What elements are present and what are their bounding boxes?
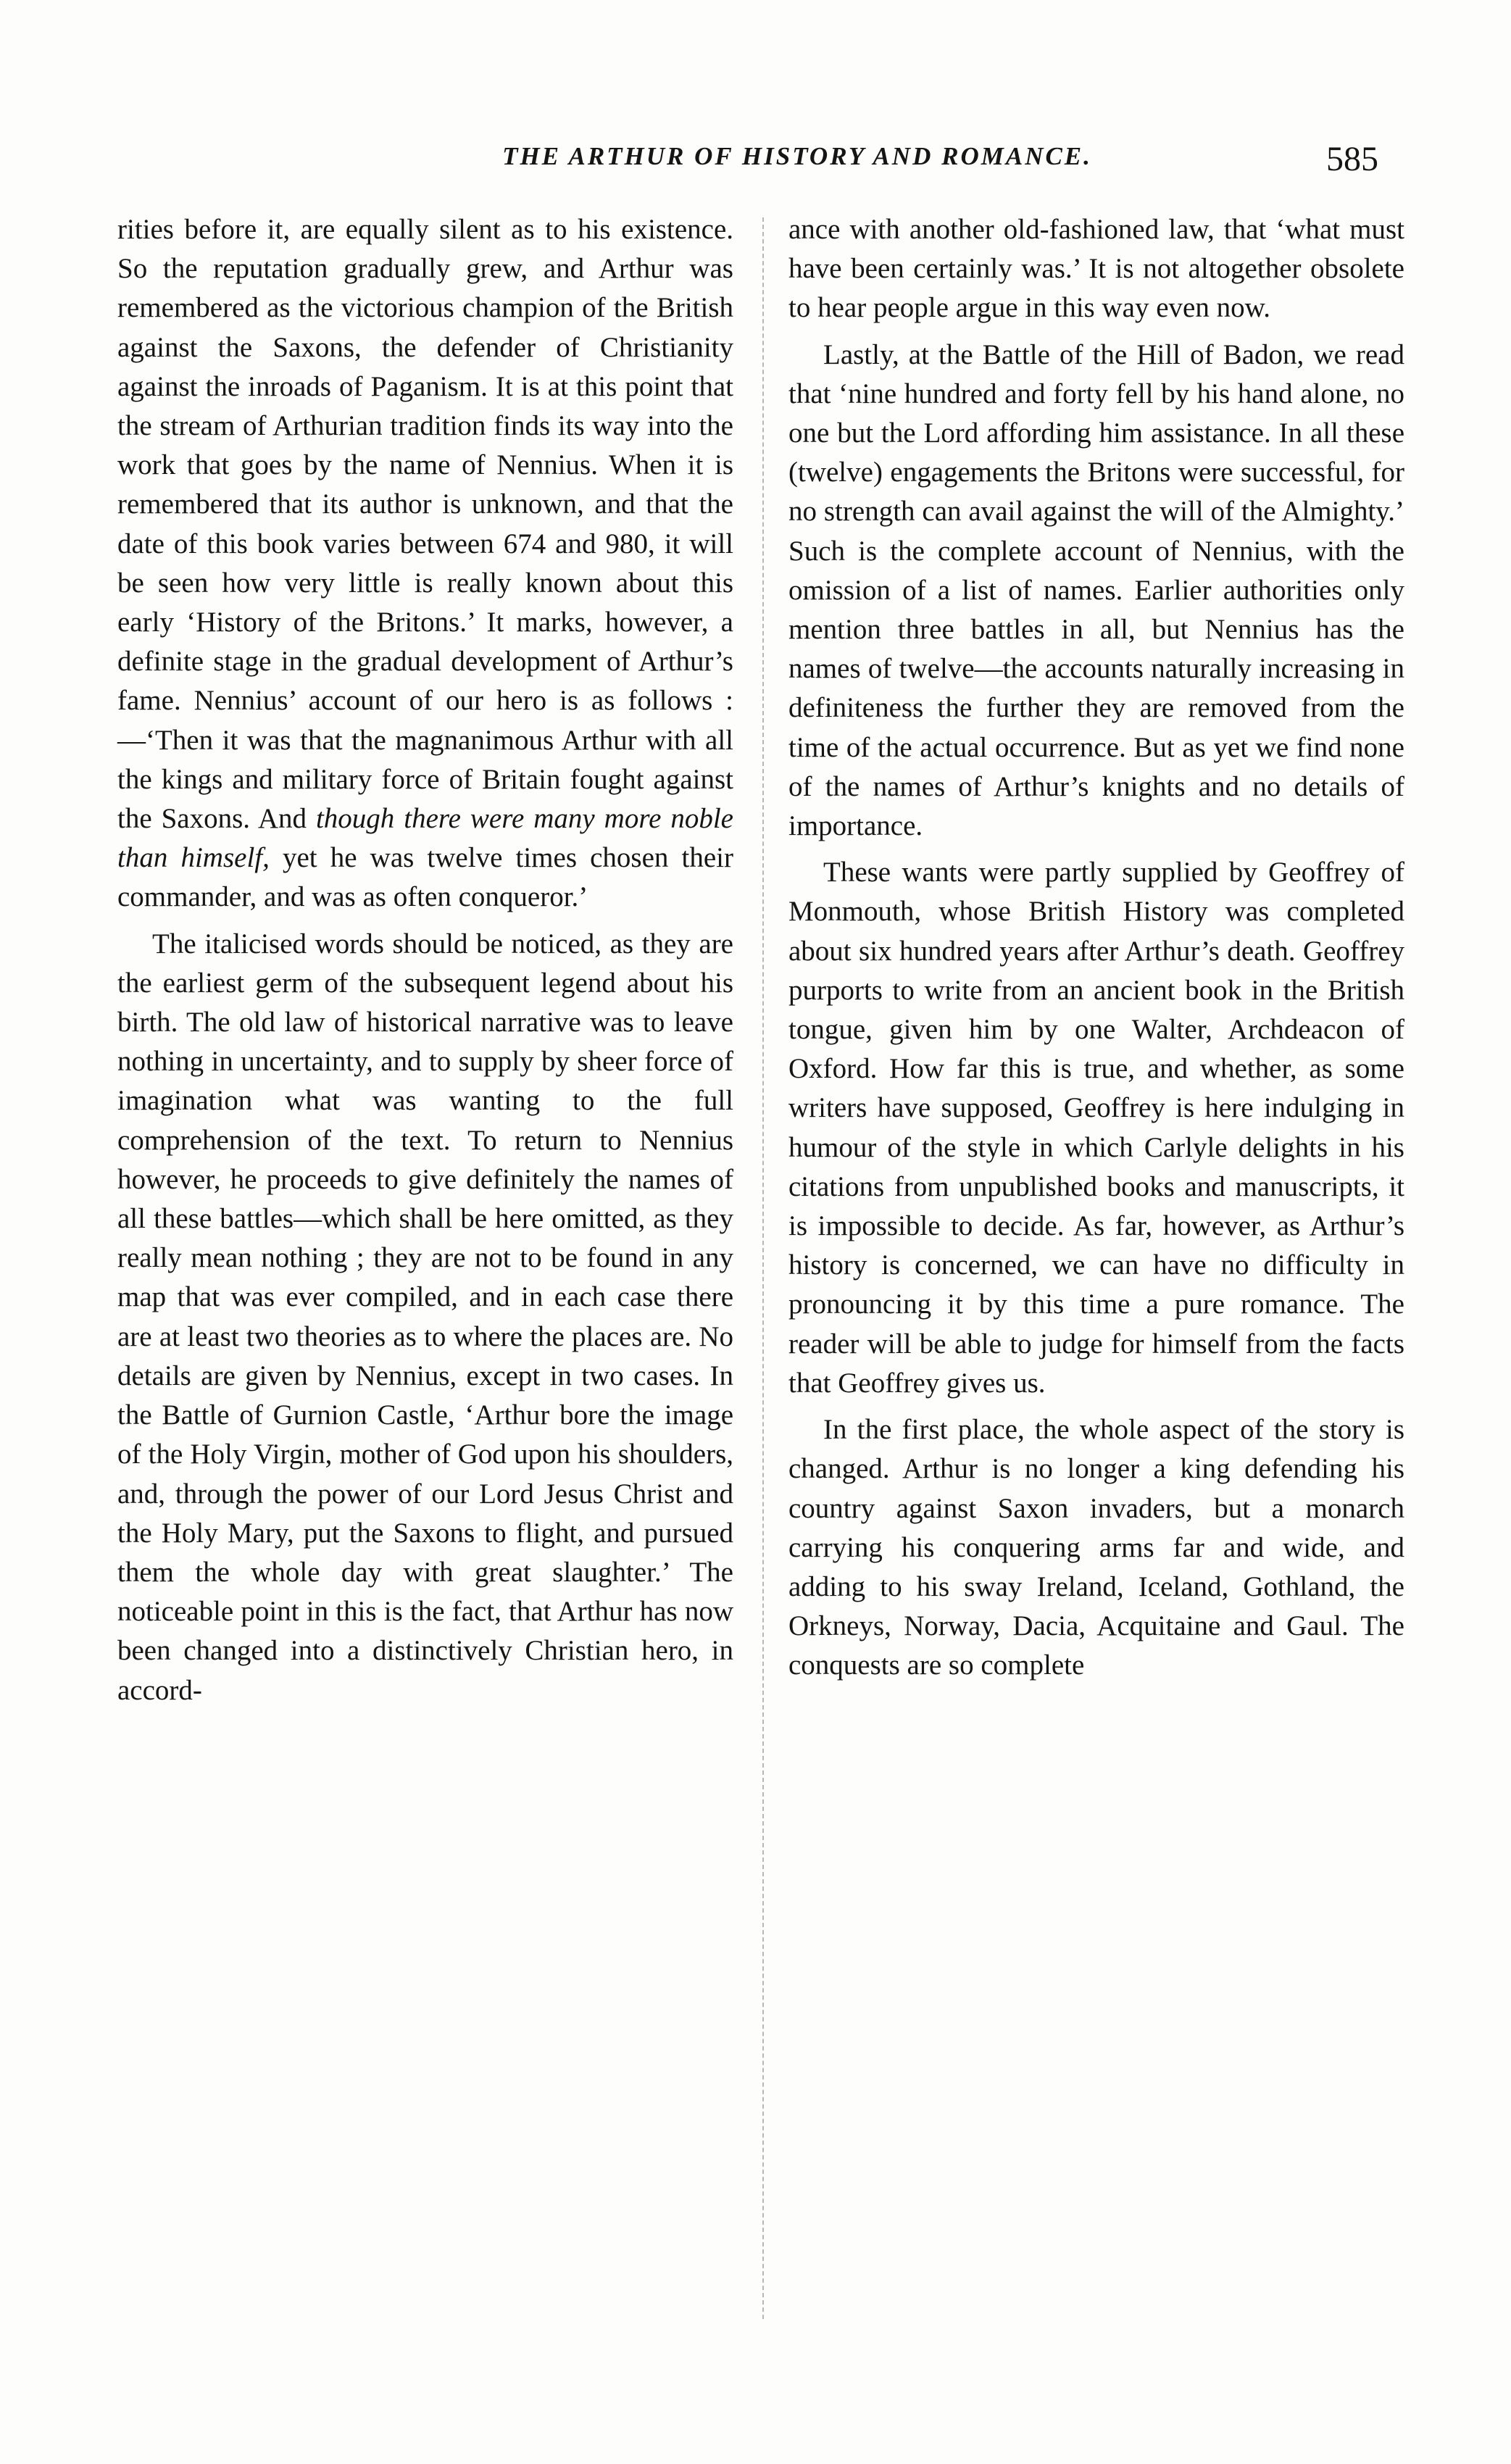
left-paragraph-1-text: rities before it, are equally silent as to his existence. So the reputation gradually grew, and Arthur was remembered as the victorious champion of the British against the Saxons, the defender of Christianity against the inroads of Paganism. It is at this point that the stream of Arthurian tradition finds its way into the work that goes by the name of Nennius. When it is remembered that its author is unknown, and that the date of this book varies between 674 and 980, it will be seen how very little is really known about this early ‘History of the Britons.’ It marks, however, a definite stage in the gradual development of Arthur’s fame. Nennius’ account of our hero is as follows :—‘Then it was that the magnanimous Arthur with all the kings and military force of Britain fought against the Saxons. And <box>117 214 733 835</box>
left-column <box>117 210 733 1718</box>
left-paragraph-1 <box>117 210 733 917</box>
right-paragraph-3: These wants were partly supplied by Geoffrey of Monmouth, whose British History was completed about six hundred years after Arthur’s death. Geoffrey purports to write from an ancient book in the British tongue, given him by one Walter, Archdeacon of Oxford. How far this is true, and whether, as some writers have supposed, Geoffrey is here indulging in humour of the style in which Carlyle delights in his citations from unpublished books and manuscripts, it is impossible to decide. As far, however, as Arthur’s history is concerned, we can have no difficulty in pronouncing it by this time a pure romance. The reader will be able to judge for himself from the facts that Geoffrey gives us. <box>788 857 1404 1399</box>
right-paragraph-2: Lastly, at the Battle of the Hill of Badon, we read that ‘nine hundred and forty fell by his hand alone, no one but the Lord affording him assistance. In all these (twelve) engagements the Britons were successful, for no strength can avail against the will of the Almighty.’ Such is the complete account of Nennius, with the omission of a list of names. Earlier authorities only mention three battles in all, but Nennius has the names of twelve—the accounts naturally increasing in definiteness the further they are removed from the time of the actual occurrence. But as yet we find none of the names of Arthur’s knights and no details of importance. <box>788 338 1404 842</box>
left-paragraph-2: The italicised words should be noticed, as they are the earliest germ of the subsequent legend about his birth. The old law of historical narrative was to leave nothing in uncertainty, and to supply by sheer force of imagination what was wanting to the full comprehension of the text. To return to Nennius however, he proceeds to give definitely the names of all these battles—which shall be here omitted, as they really mean nothing ; they are not to be found in any map that was ever compiled, and in each case there are at least two theories as to where the places are. No details are given by Nennius, except in two cases. In the Battle of Gurnion Castle, ‘Arthur bore the image of the Holy Virgin, mother of God upon his shoulders, and, through the power of our Lord Jesus Christ and the Holy Mary, put the Saxons to flight, and pursued them the whole day with great slaughter.’ The noticeable point in this is the fact, that Arthur has now been changed into a distinctively Christian hero, in accord- <box>117 928 733 1706</box>
left-paragraph-1-end: yet he was twelve times chosen their commander, and was as often conqueror.’ <box>117 842 733 913</box>
right-column <box>788 210 1404 1693</box>
left-paragraph-1-italic: though there were many more noble than himself, <box>117 803 733 874</box>
running-title: THE ARTHUR OF HISTORY AND ROMANCE. <box>502 142 1092 170</box>
right-paragraph-1: ance with another old-fashioned law, that ‘what must have been certainly was.’ It is not altogether obsolete to hear people argue in this way even now. <box>788 214 1404 324</box>
page-number: 585 <box>1326 140 1378 178</box>
column-divider <box>762 217 764 2319</box>
right-paragraph-4: In the first place, the whole aspect of the story is changed. Arthur is no longer a king defending his country against Saxon invaders, but a monarch carrying his conquering arms far and wide, and adding to his sway Ireland, Iceland, Gothland, the Orkneys, Norway, Dacia, Acquitaine and Gaul. The conquests are so complete <box>788 1414 1404 1681</box>
